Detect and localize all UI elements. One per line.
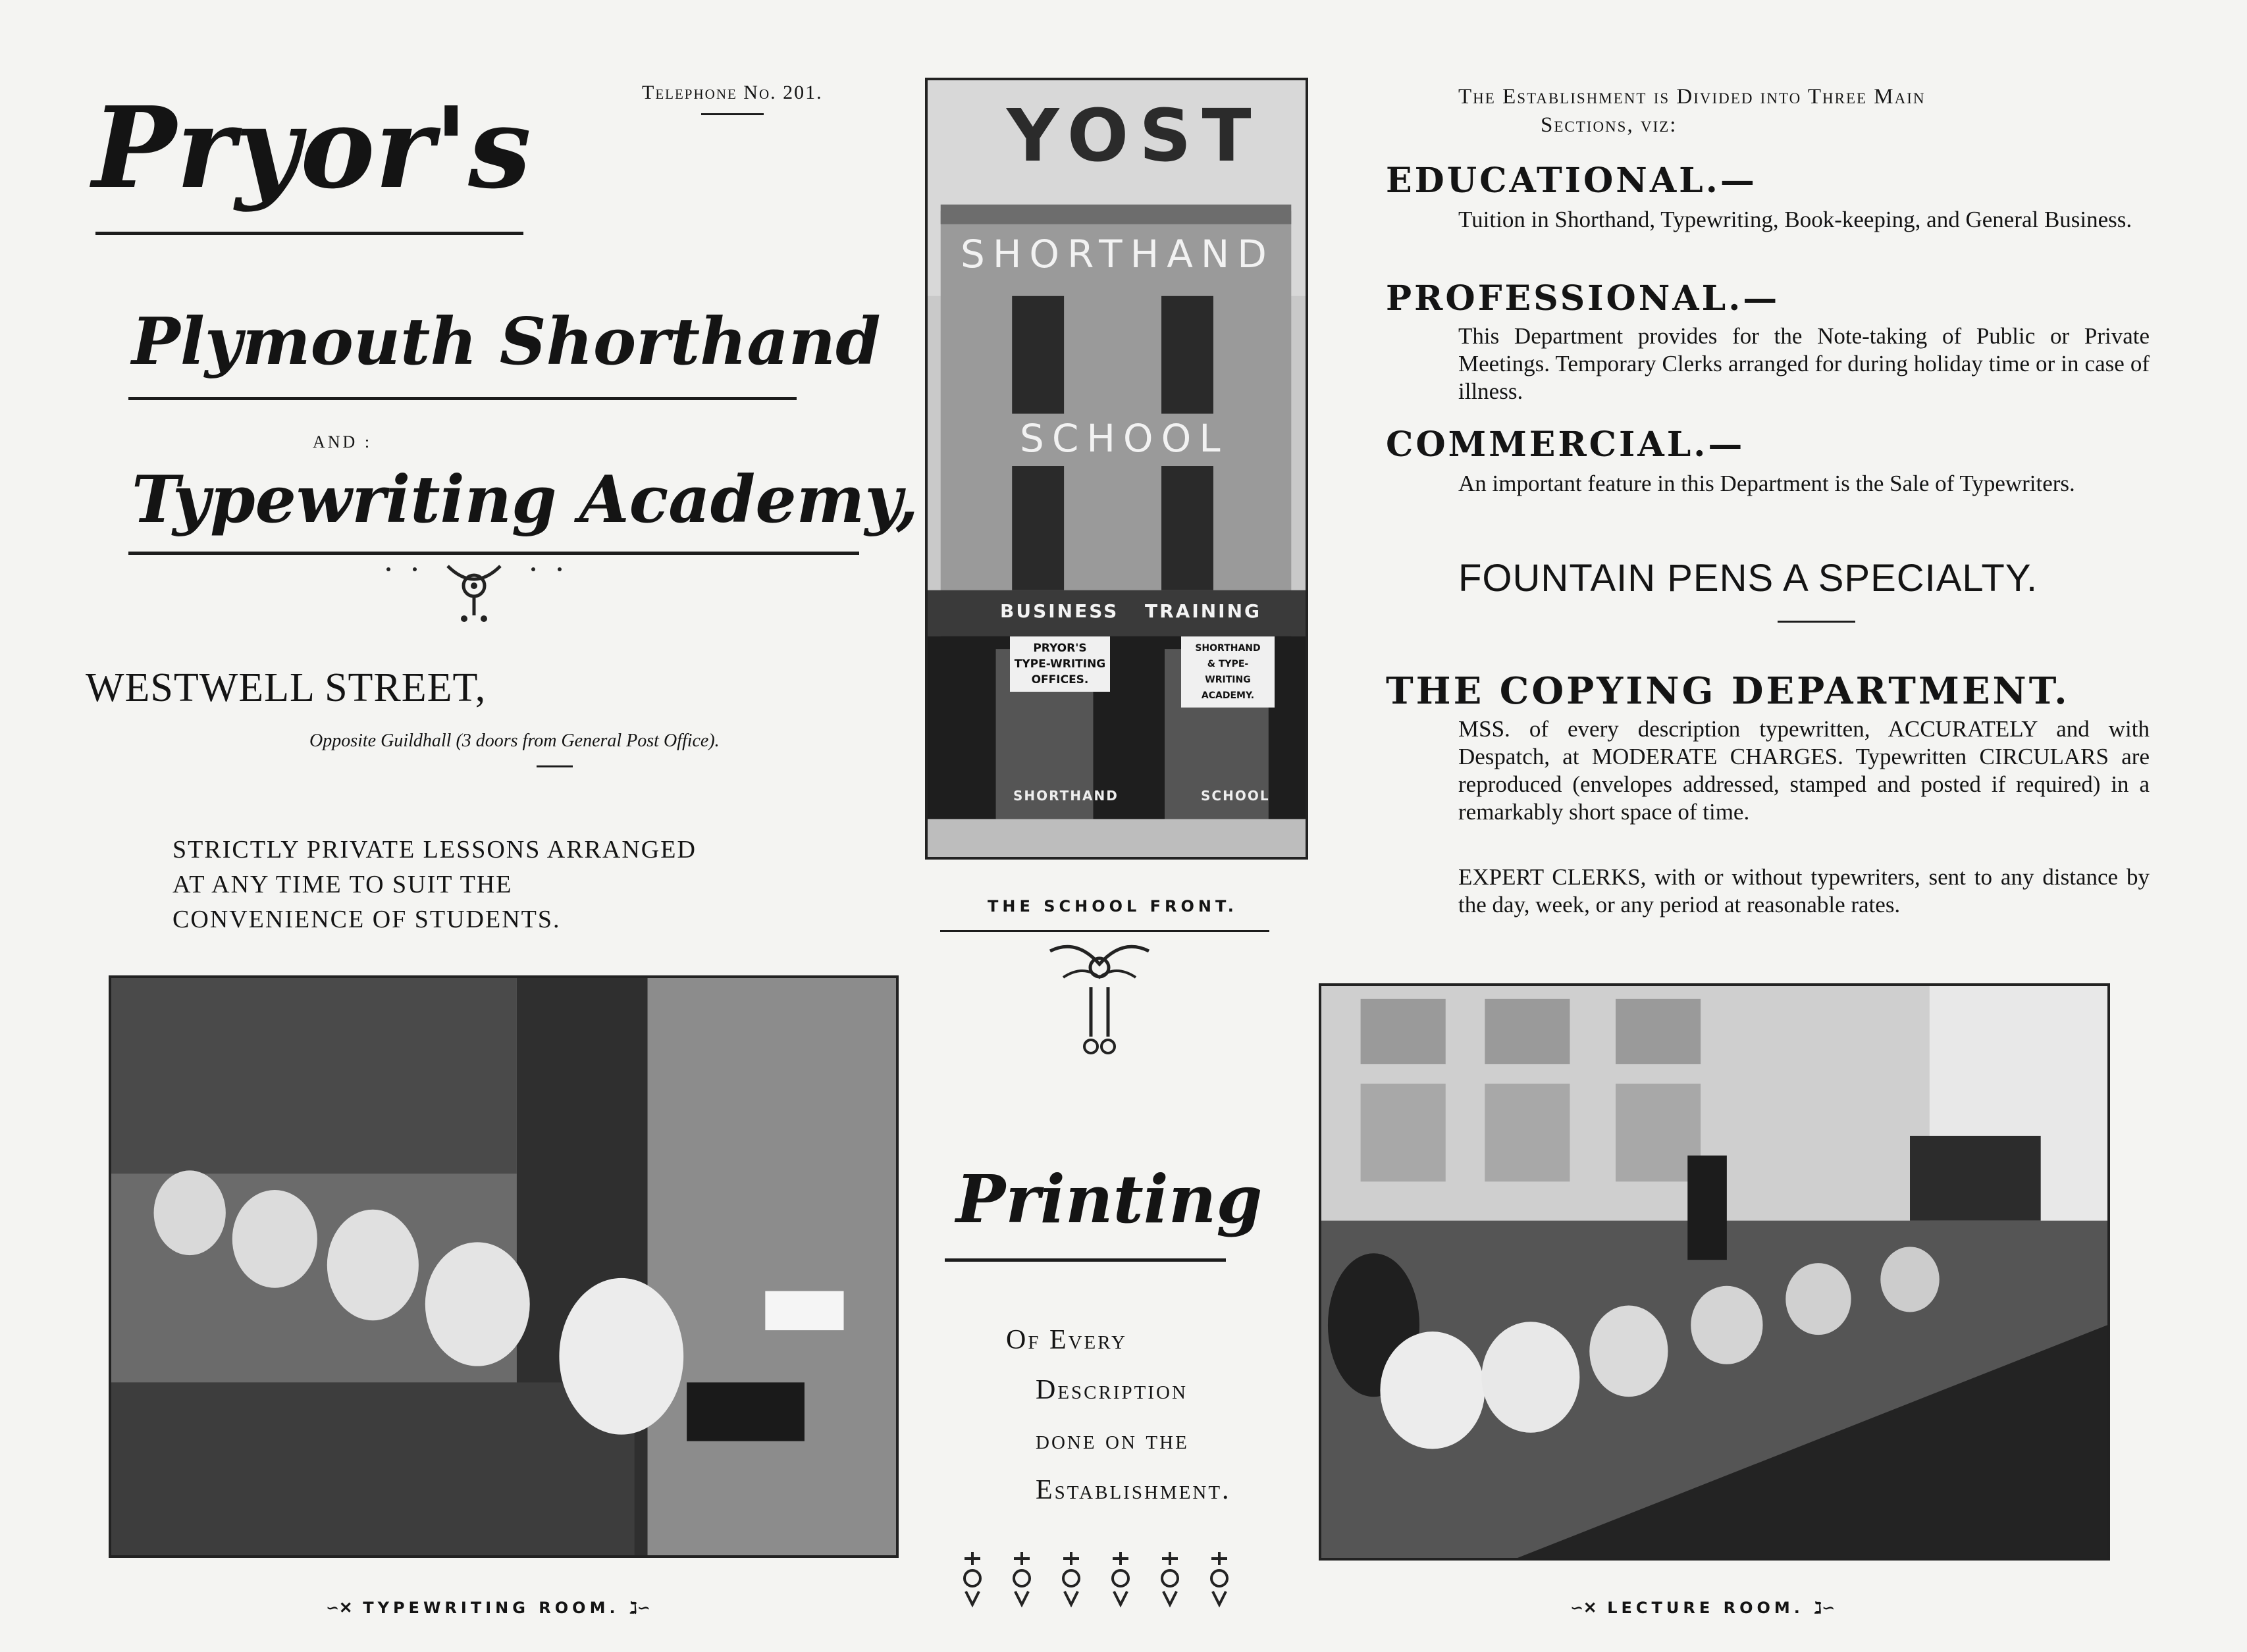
window-sign-left [1010,636,1110,692]
lessons-line-3: CONVENIENCE OF STUDENTS. [172,906,561,933]
sign-school: SCHOOL [1020,416,1229,461]
address-note: Opposite Guildhall (3 doors from General Post Office). [309,731,720,751]
bottom-ornament-row-icon [956,1545,1239,1611]
lecture-caption-text: LECTURE ROOM. [1607,1598,1804,1617]
lecture-room-caption [1570,1598,1835,1617]
fountain-pens-notice: FOUNTAIN PENS A SPECIALTY. [1458,557,2038,600]
ornament-flourish-icon [375,556,573,629]
window-left-line-2: TYPE-WRITING [1014,658,1106,671]
and-label: AND : [313,432,373,452]
sign-yost: YOST [1007,93,1262,178]
street-address: WESTWELL STREET, [86,665,487,710]
title-line-2-underline [128,552,859,555]
caption-flourish-right-icon: ℷ∽ [1814,1598,1836,1617]
fountain-divider [1778,621,1855,623]
educational-heading: EDUCATIONAL.— [1386,161,1757,201]
printing-line-1: Of Every [1006,1325,1127,1355]
base-shorthand: SHORTHAND [1013,788,1119,804]
telephone-number: Telephone No. 201. [642,82,823,103]
printing-underline [945,1258,1226,1262]
window-left-line-3: OFFICES. [1031,673,1089,686]
address-underline [537,765,573,767]
fascia-business: BUSINESS [1000,600,1119,622]
caption-flourish-left-icon: ∽✕ [1570,1598,1597,1617]
printing-title: Printing [956,1160,1263,1238]
copying-text-1: MSS. of every description typewritten, ACCURATELY and with Despatch, at MODERATE CHARGES. Typewritten CIRCULARS are reproduced (envelopes addressed, stamped and posted if required) in a remarkably short space of time. [1458,716,2150,825]
caption-flourish-left-icon: ∽✕ [326,1598,353,1617]
sections-intro-line-2: Sections, viz: [1541,113,1678,137]
commercial-heading: COMMERCIAL.— [1386,425,1745,465]
sections-intro [1458,83,1926,140]
caption-flourish-right-icon: ℷ∽ [629,1598,650,1617]
sign-shorthand: SHORTHAND [961,232,1275,276]
printing-line-3: done on the [1036,1425,1189,1455]
printing-line-4: Establishment. [1036,1475,1231,1505]
educational-text: Tuition in Shorthand, Typewriting, Book-keeping, and General Business. [1458,207,2132,232]
typewriting-room-caption [326,1598,650,1617]
window-left-line-1: PRYOR'S [1033,642,1087,655]
brand-title: Pryor's [92,82,531,214]
typewriting-caption-text: TYPEWRITING ROOM. [363,1598,620,1617]
school-front-photo [925,78,1308,860]
center-divider [940,930,1269,932]
commercial-text: An important feature in this Department is the Sale of Typewriters. [1458,471,2075,496]
base-school: SCHOOL [1201,788,1270,804]
telephone-underline [701,113,764,115]
fascia-training: TRAINING [1145,600,1262,622]
title-line-1: Plymouth Shorthand [132,304,881,380]
typewriting-room-photo [109,975,899,1558]
lessons-line-2: AT ANY TIME TO SUIT THE [172,871,513,898]
copying-heading: THE COPYING DEPARTMENT. [1386,669,2070,713]
professional-text: This Department provides for the Note-taking of Public or Private Meetings. Temporary Clerks arranged for during holiday time or in case of illness. [1458,323,2150,404]
window-right-line-1: SHORTHAND [1195,643,1261,654]
window-sign-right [1181,636,1275,708]
lessons-block [172,833,697,937]
title-line-2: Typewriting Academy, [132,462,919,538]
window-right-line-2: & TYPE-WRITING [1205,659,1251,685]
window-right-line-3: ACADEMY. [1201,690,1255,701]
professional-heading: PROFESSIONAL.— [1386,278,1780,319]
sections-intro-line-1: The Establishment is Divided into Three Main [1458,85,1926,109]
title-line-1-underline [128,397,797,400]
lecture-room-photo [1319,983,2110,1561]
copying-text-2: EXPERT CLERKS, with or without typewriters, sent to any distance by the day, week, or any period at reasonable rates. [1458,864,2150,917]
printing-description [1006,1315,1231,1515]
brand-underline [95,232,523,235]
lessons-line-1: STRICTLY PRIVATE LESSONS ARRANGED [172,836,697,864]
center-ornament-icon [1037,938,1162,1070]
school-front-caption: THE SCHOOL FRONT. [988,897,1238,916]
printing-line-2: Description [1036,1375,1188,1405]
